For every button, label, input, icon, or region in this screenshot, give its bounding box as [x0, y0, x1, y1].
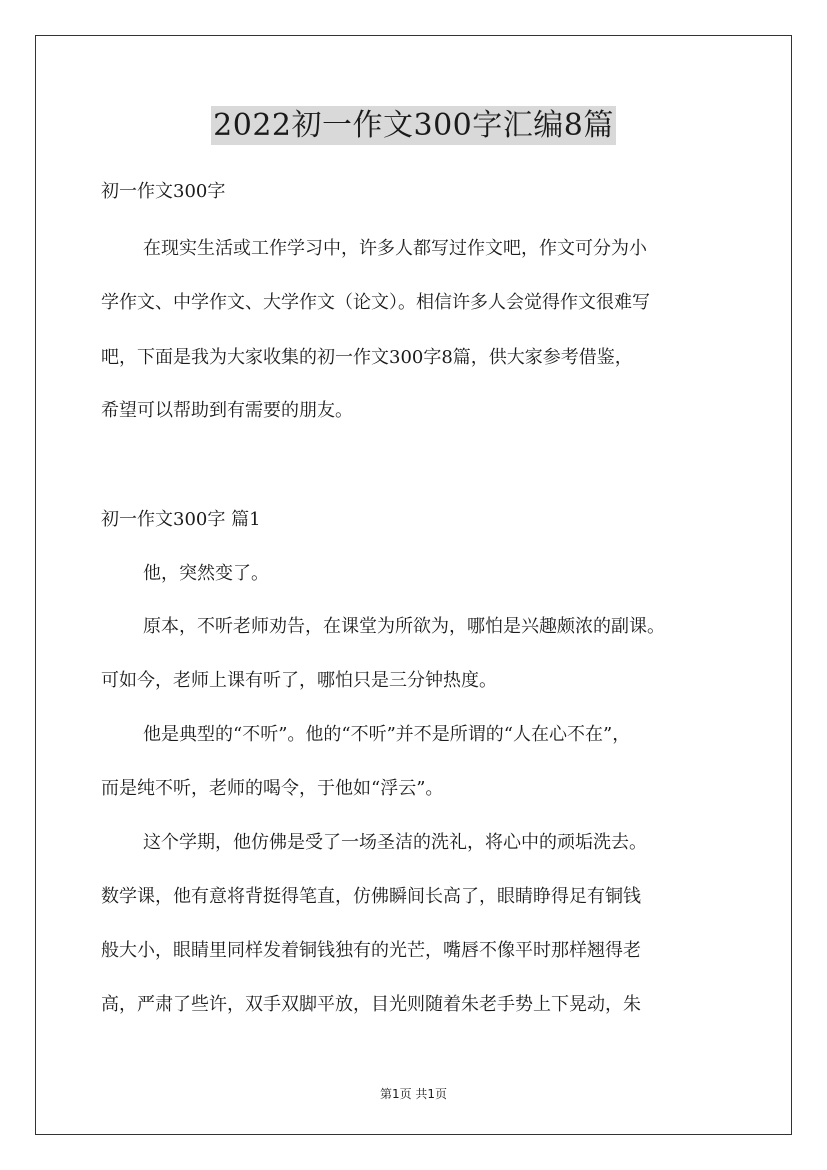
intro-heading: 初一作文300字 [101, 181, 226, 202]
body-line: 他，突然变了。 [143, 563, 269, 584]
document-title-block [0, 100, 827, 144]
section-heading: 初一作文300字 篇1 [101, 509, 261, 530]
intro-line: 希望可以帮助到有需要的朋友。 [101, 400, 353, 421]
page-footer: 第1页 共1页 [379, 1087, 448, 1101]
body-line: 而是纯不听，老师的喝令，于他如“浮云”。 [101, 778, 444, 799]
body-line: 他是典型的“不听”。他的“不听”并不是所谓的“人在心不在”， [143, 724, 631, 745]
body-line: 数学课，他有意将背挺得笔直，仿佛瞬间长高了，眼睛睁得足有铜钱 [101, 886, 641, 907]
body-line: 高，严肃了些许，双手双脚平放，目光则随着朱老手势上下晃动，朱 [101, 994, 641, 1015]
body-line: 原本，不听老师劝告，在课堂为所欲为，哪怕是兴趣颇浓的副课。 [143, 616, 665, 637]
body-line: 这个学期，他仿佛是受了一场圣洁的洗礼，将心中的顽垢洗去。 [143, 832, 647, 853]
body-line: 般大小，眼睛里同样发着铜钱独有的光芒，嘴唇不像平时那样翘得老 [101, 940, 641, 961]
intro-line: 在现实生活或工作学习中，许多人都写过作文吧，作文可分为小 [143, 238, 647, 259]
body-line: 可如今，老师上课有听了，哪怕只是三分钟热度。 [101, 670, 497, 691]
intro-line: 学作文、中学作文、大学作文（论文）。相信许多人会觉得作文很难写 [101, 292, 650, 313]
document-title: 2022初一作文300字汇编8篇 [213, 108, 614, 143]
intro-line: 吧，下面是我为大家收集的初一作文300字8篇，供大家参考借鉴， [101, 347, 633, 368]
